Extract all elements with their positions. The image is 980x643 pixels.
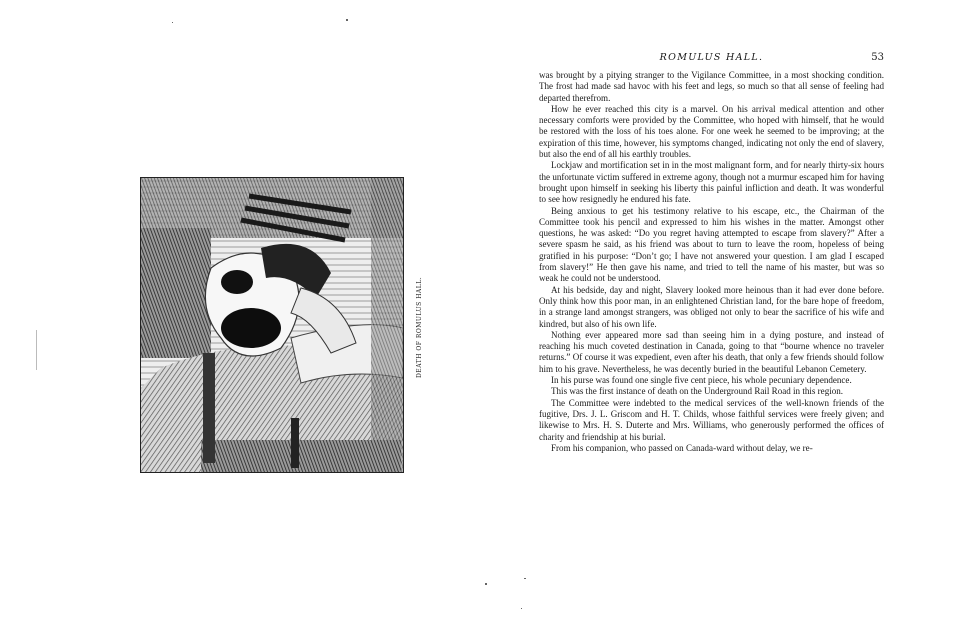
illustration-caption: DEATH OF ROMULUS HALL. (416, 276, 423, 378)
paragraph: How he ever reached this city is a marvel. On his arrival medical attention and other necessary comforts were provided by the Committee, who hoped with himself, that he would be restored with the loss of his toes alone. For one week he seemed to be improving; at the expiration of this time, however, his symptoms changed, indicating not only the end of slavery, but also the end of all his earthly troubles. (539, 103, 884, 160)
body-text (539, 70, 884, 570)
paragraph: This was the first instance of death on the Underground Rail Road in this region. (551, 386, 844, 397)
paragraph: The Committee were indebted to the medical services of the well-known friends of the fugitive, Drs. J. L. Griscom and H. T. Childs, whose faithful services were freely given; and likewise to Mrs. H. S. Duterte and Mrs. Williams, who generously performed the offices of charity and friendship at his burial. (539, 397, 884, 442)
engraving-illustration (140, 177, 404, 473)
page-header (539, 52, 884, 66)
page-number: 53 (871, 52, 884, 63)
paragraph: Lockjaw and mortification set in in the most malignant form, and for nearly thirty-six hours the unfortunate victim suffered in extreme agony, though not a murmur escaped him for having brought upon himself in seeking his liberty this painful infliction and death. It was wonderful to see how resignedly he endured his fate. (539, 160, 884, 205)
paragraph: At his bedside, day and night, Slavery looked more heinous than it had ever done before. Only think how this poor man, in an enlightened Christian land, for the bare hope of freedom, in a strange land amongst strangers, was obliged not only to bear the sacrifice of his wife and kindred, but also of his own life. (539, 284, 884, 329)
paragraph: In his purse was found one single five cent piece, his whole pecuniary dependence. (551, 375, 852, 386)
paragraph: Nothing ever appeared more sad than seeing him in a dying posture, and instead of reaching his much coveted destination in Canada, going to that “bourne whence no traveler returns.” Of course it was expedient, even after his death, that only a few friends should follow him to his grave. Nevertheless, he was decently buried in the beautiful Lebanon Cemetery. (539, 329, 884, 374)
running-head: ROMULUS HALL. (659, 52, 764, 63)
paragraph: was brought by a pitying stranger to the Vigilance Committee, in a most shocking condition. The frost had made sad havoc with his feet and legs, so much so that all sense of feeling had departed therefrom. (539, 70, 884, 103)
paragraph: From his companion, who passed on Canada-ward without delay, we re- (551, 442, 813, 453)
engraving-drawing (141, 178, 403, 472)
paragraph: Being anxious to get his testimony relative to his escape, etc., the Chairman of the Committee took his pencil and expressed to him his wishes in the matter. Amongst other questions, he was asked: “Do you regret having attempted to escape from slavery?” After a severe spasm he said, as his friend was about to turn to leave the room, hopeless of being gratified in his purpose: “Don’t go; I have not answered your question. I am glad I escaped from slavery!” He then gave his name, and tried to tell the name of his master, but was so weak he could not be understood. (539, 205, 884, 284)
